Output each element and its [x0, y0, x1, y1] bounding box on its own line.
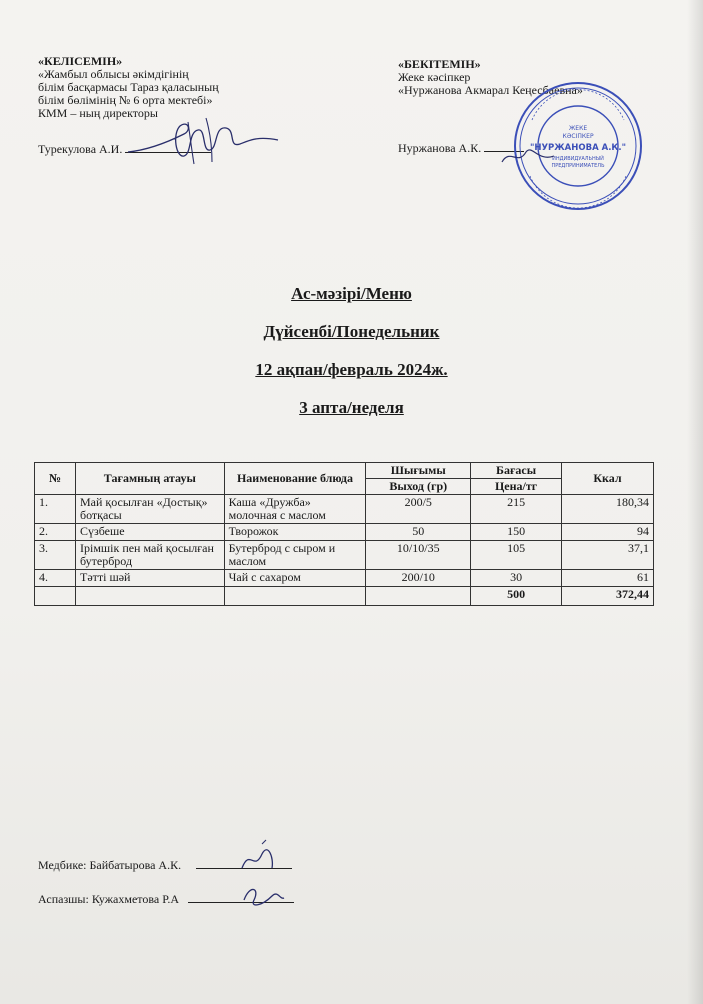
approval-line: «Нуржанова Акмарал Кеңесбаевна» — [398, 83, 583, 97]
cell-price: 215 — [471, 495, 562, 524]
col-header-name-ru: Наименование блюда — [224, 463, 366, 495]
entrepreneur-signature — [498, 140, 558, 170]
col-header-kcal: Ккал — [561, 463, 653, 495]
handwritten-signatures — [232, 838, 292, 918]
col-header-output-ru: Выход (гр) — [366, 479, 471, 495]
agreement-header: «КЕЛІСЕМІН» — [38, 54, 123, 68]
col-header-price-kz: Бағасы — [471, 463, 562, 479]
cell-output: 200/5 — [366, 495, 471, 524]
agreement-line: «Жамбыл облысы әкімдігінің — [38, 67, 189, 81]
cell-empty — [75, 587, 224, 606]
cell-name-kz: Ірімшік пен май қосылған бутерброд — [75, 541, 224, 570]
total-kcal: 372,44 — [561, 587, 653, 606]
cell-name-ru: Творожок — [224, 524, 366, 541]
approval-line: Жеке кәсіпкер — [398, 70, 471, 84]
cell-output: 10/10/35 — [366, 541, 471, 570]
cell-kcal: 37,1 — [561, 541, 653, 570]
cell-number: 4. — [35, 570, 76, 587]
agreement-signer: Турекулова А.И. — [38, 142, 123, 156]
cell-output: 50 — [366, 524, 471, 541]
date-title: 12 ақпан/февраль 2024ж. — [255, 360, 448, 379]
cell-price: 105 — [471, 541, 562, 570]
cell-name-ru: Бутерброд с сыром и маслом — [224, 541, 366, 570]
cell-name-ru: Чай с сахаром — [224, 570, 366, 587]
menu-titles — [0, 284, 703, 436]
week-title: 3 апта/неделя — [299, 398, 404, 417]
cell-name-kz: Май қосылған «Достық» ботқасы — [75, 495, 224, 524]
agreement-line: КММ – ның директоры — [38, 106, 158, 120]
cook-name: Аспазшы: Кужахметова Р.А — [38, 892, 180, 906]
cell-name-ru: Каша «Дружба» молочная с маслом — [224, 495, 366, 524]
table-row — [35, 495, 654, 524]
cell-number: 1. — [35, 495, 76, 524]
cell-empty — [35, 587, 76, 606]
cell-empty — [224, 587, 366, 606]
day-title: Дүйсенбі/Понедельник — [263, 322, 440, 341]
approval-header: «БЕКІТЕМІН» — [398, 57, 481, 71]
svg-text:"НУРЖАНОВА А.К.": "НУРЖАНОВА А.К." — [529, 143, 627, 153]
menu-title: Ас-мәзірі/Меню — [291, 284, 412, 303]
director-signature — [118, 112, 288, 170]
table-row — [35, 524, 654, 541]
svg-text:ИНДИВИДУАЛЬНЫЙ: ИНДИВИДУАЛЬНЫЙ — [552, 156, 604, 162]
table-row — [35, 541, 654, 570]
col-header-price-ru: Цена/тг — [471, 479, 562, 495]
cell-kcal: 61 — [561, 570, 653, 587]
cell-price: 30 — [471, 570, 562, 587]
approval-signer: Нуржанова А.К. — [398, 141, 482, 155]
cell-empty — [366, 587, 471, 606]
cell-number: 3. — [35, 541, 76, 570]
page-shadow — [687, 0, 703, 1004]
table-row — [35, 570, 654, 587]
cell-output: 200/10 — [366, 570, 471, 587]
col-header-output-kz: Шығымы — [366, 463, 471, 479]
svg-text:ПРЕДПРИНИМАТЕЛЬ: ПРЕДПРИНИМАТЕЛЬ — [551, 163, 605, 169]
table-total-row — [35, 587, 654, 606]
agreement-line: білім бөлімінің № 6 орта мектебі» — [38, 93, 213, 107]
cell-name-kz: Сүзбеше — [75, 524, 224, 541]
nurse-name: Медбике: Байбатырова А.К. — [38, 858, 182, 872]
agreement-line: білім басқармасы Тараз қаласының — [38, 80, 219, 94]
total-price: 500 — [471, 587, 562, 606]
col-header-name-kz: Тағамның атауы — [75, 463, 224, 495]
cell-kcal: 94 — [561, 524, 653, 541]
table-header-row — [35, 463, 654, 479]
svg-text:ЖЕКЕ: ЖЕКЕ — [568, 125, 588, 132]
menu-table — [34, 462, 654, 606]
cell-name-kz: Тәтті шәй — [75, 570, 224, 587]
cell-price: 150 — [471, 524, 562, 541]
cell-kcal: 180,34 — [561, 495, 653, 524]
cell-number: 2. — [35, 524, 76, 541]
svg-text:КӘСІПКЕР: КӘСІПКЕР — [562, 133, 594, 140]
col-header-number: № — [35, 463, 76, 495]
